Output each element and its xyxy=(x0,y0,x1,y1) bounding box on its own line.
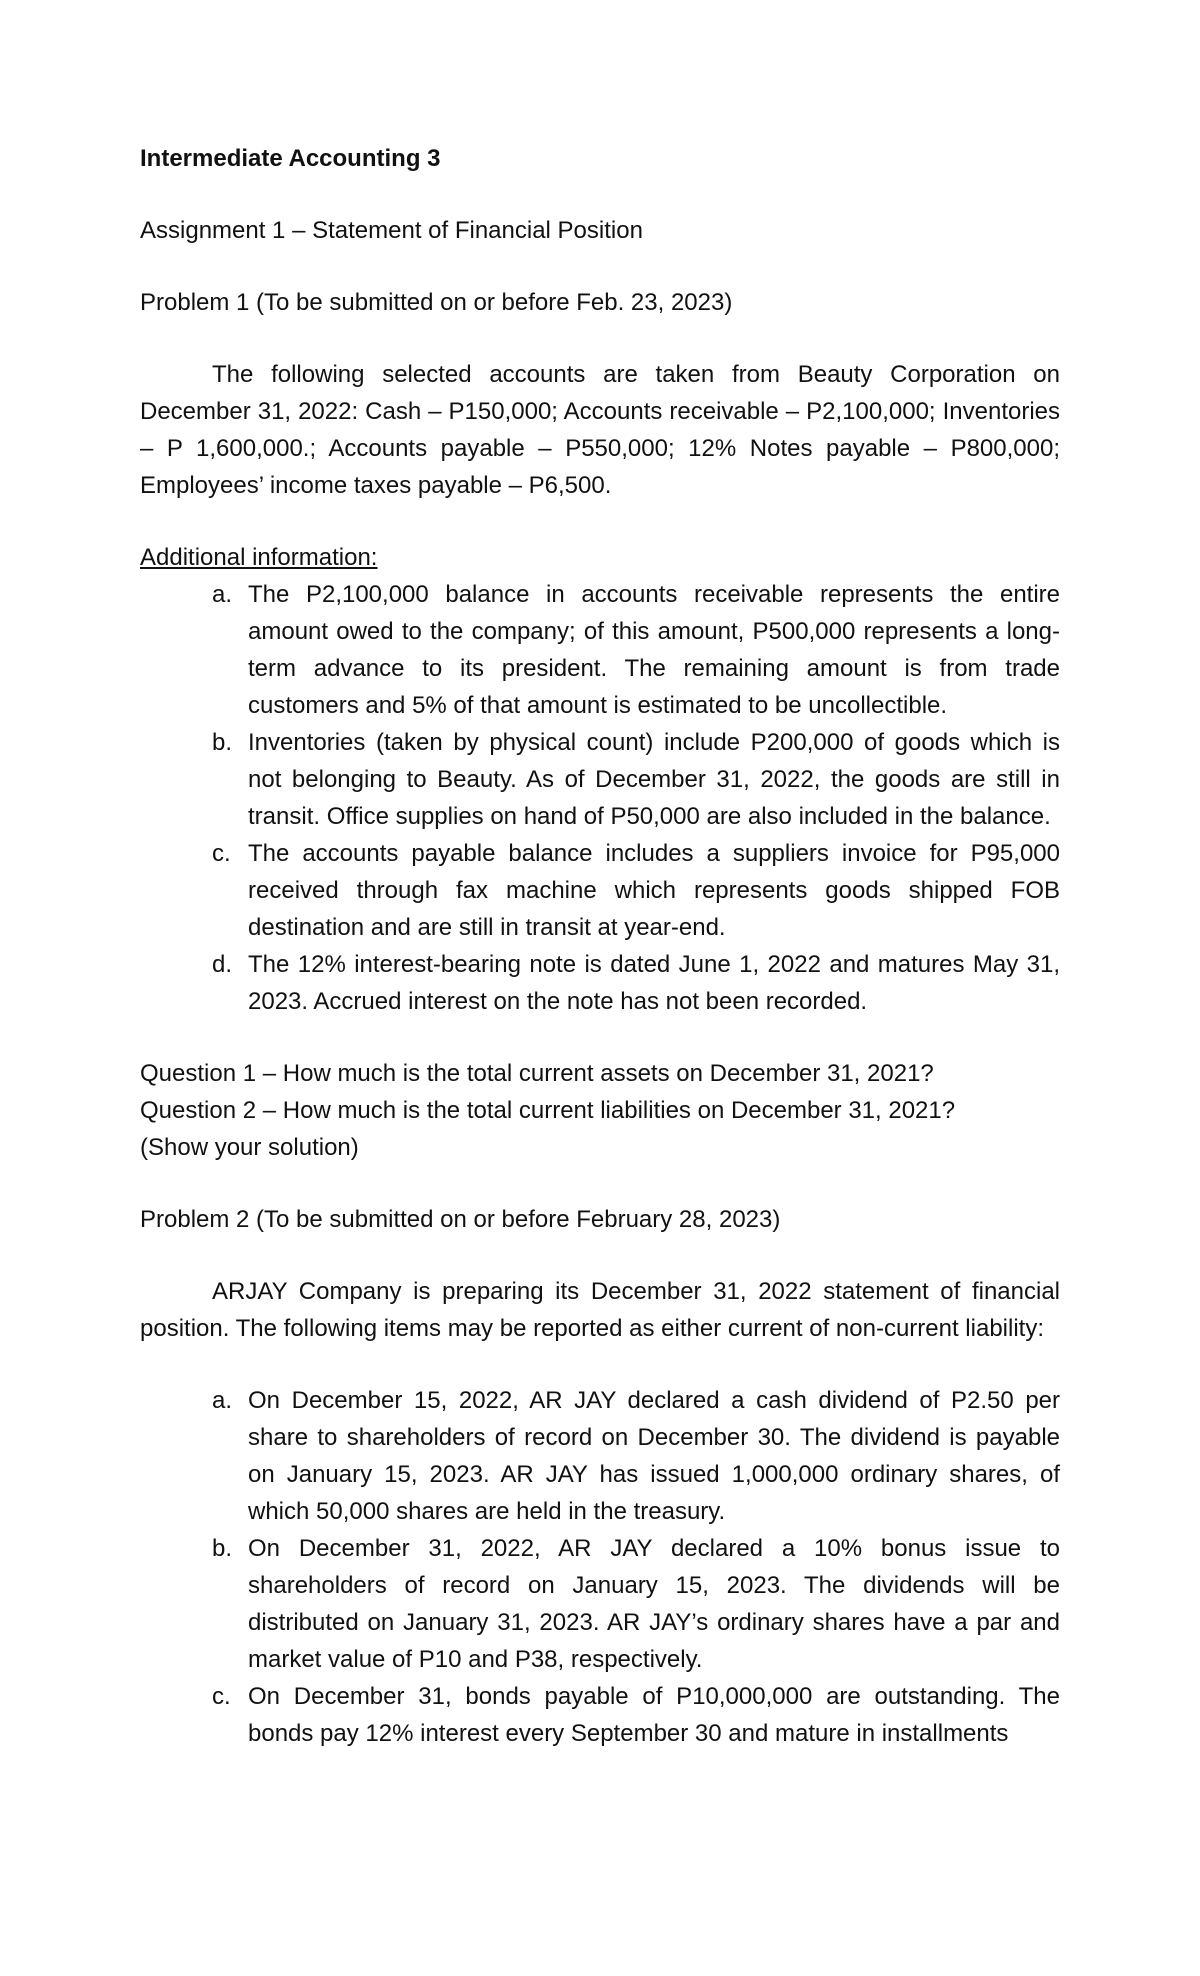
list-item xyxy=(212,1382,1060,1530)
list-item xyxy=(212,576,1060,724)
list-marker: b. xyxy=(212,1535,233,1562)
list-marker: c. xyxy=(212,840,231,867)
list-item xyxy=(212,1678,1060,1752)
list-item-text: The accounts payable balance includes a suppliers invoice for P95,000 received through fax machine which represents goods shipped FOB destination and are still in transit at year-end. xyxy=(248,840,1060,941)
problem2-heading: Problem 2 (To be submitted on or before February 28, 2023) xyxy=(140,1206,781,1233)
problem1-heading: Problem 1 (To be submitted on or before Feb. 23, 2023) xyxy=(140,289,733,316)
list-item-text: On December 31, bonds payable of P10,000,000 are outstanding. The bonds pay 12% interest every September 30 and mature in installments xyxy=(248,1683,1060,1747)
assignment-title: Assignment 1 – Statement of Financial Position xyxy=(140,217,643,244)
list-item-text: The 12% interest-bearing note is dated June 1, 2022 and matures May 31, 2023. Accrued interest on the note has not been recorded. xyxy=(248,951,1060,1015)
problem1-list xyxy=(140,576,1060,1020)
question-1: Question 1 – How much is the total current assets on December 31, 2021? xyxy=(140,1060,934,1087)
solution-instruction: (Show your solution) xyxy=(140,1134,359,1161)
list-marker: a. xyxy=(212,581,233,608)
list-marker: d. xyxy=(212,951,233,978)
list-item-text: On December 31, 2022, AR JAY declared a 10% bonus issue to shareholders of record on January 15, 2023. The dividends will be distributed on January 31, 2023. AR JAY’s ordinary shares have a par and market value of P10 and P38, respectively. xyxy=(248,1535,1060,1673)
list-marker: a. xyxy=(212,1387,233,1414)
question-2: Question 2 – How much is the total current liabilities on December 31, 2021? xyxy=(140,1097,956,1124)
problem2-intro: ARJAY Company is preparing its December 31, 2022 statement of financial position. The following items may be reported as either current of non-current liability: xyxy=(140,1278,1060,1342)
problem2-list xyxy=(140,1382,1060,1752)
list-item-text: The P2,100,000 balance in accounts receivable represents the entire amount owed to the company; of this amount, P500,000 represents a long-term advance to its president. The remaining amount is from trade customers and 5% of that amount is estimated to be uncollectible. xyxy=(248,581,1060,719)
list-item xyxy=(212,946,1060,1020)
problem1-intro: The following selected accounts are taken from Beauty Corporation on December 31, 2022: Cash – P150,000; Accounts receivable – P2,100,000; Inventories – P 1,600,000.; Accounts payable – P550,000; 12% Notes payable – P800,000; Employees’ income taxes payable – P6,500. xyxy=(140,361,1060,499)
list-item xyxy=(212,835,1060,946)
list-marker: c. xyxy=(212,1683,231,1710)
list-marker: b. xyxy=(212,729,233,756)
course-title: Intermediate Accounting 3 xyxy=(140,145,441,172)
list-item-text: On December 15, 2022, AR JAY declared a cash dividend of P2.50 per share to shareholders of record on December 30. The dividend is payable on January 15, 2023. AR JAY has issued 1,000,000 ordinary shares, of which 50,000 shares are held in the treasury. xyxy=(248,1387,1060,1525)
list-item xyxy=(212,724,1060,835)
additional-info-heading: Additional information: xyxy=(140,544,378,571)
problem1-questions xyxy=(140,1055,1060,1166)
list-item-text: Inventories (taken by physical count) include P200,000 of goods which is not belonging to Beauty. As of December 31, 2022, the goods are still in transit. Office supplies on hand of P50,000 are also included in the balance. xyxy=(248,729,1060,830)
list-item xyxy=(212,1530,1060,1678)
